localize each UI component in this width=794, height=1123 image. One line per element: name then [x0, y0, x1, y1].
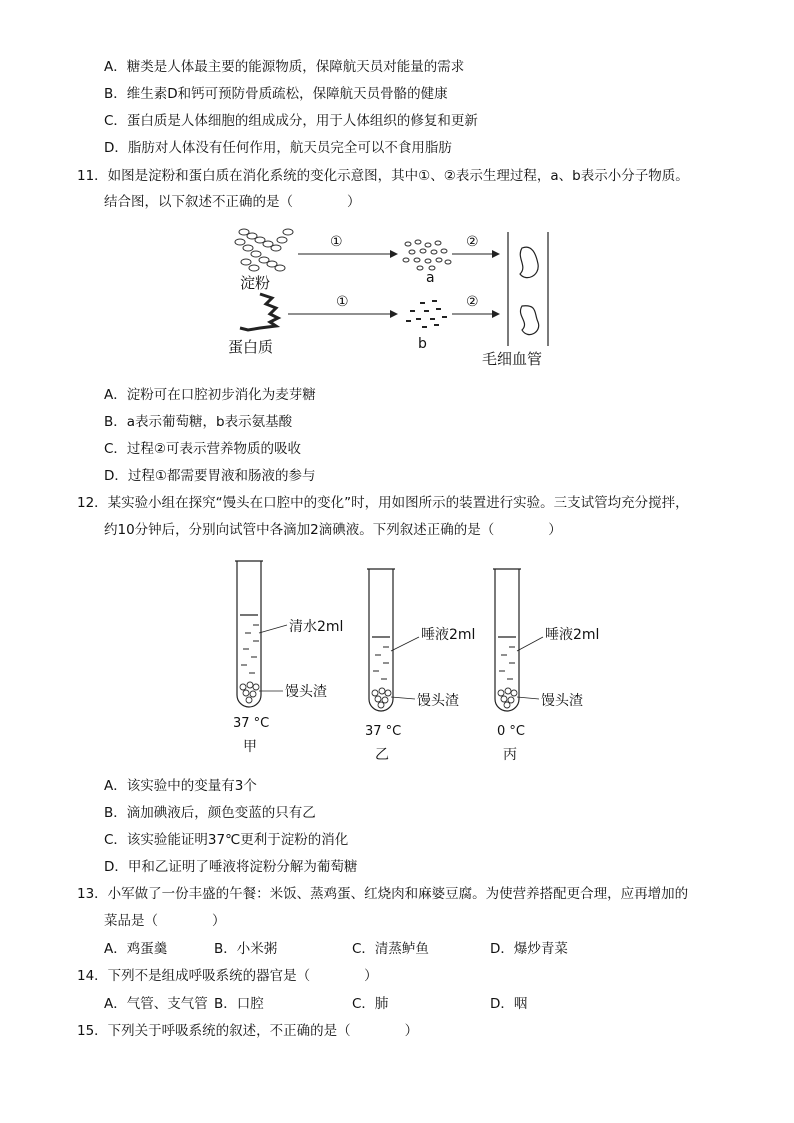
- protein-label: 蛋白质: [228, 338, 274, 356]
- q10-option-a: A．糖类是人体最主要的能源物质，保障航天员对能量的需求: [104, 59, 465, 75]
- q14-option-b: B．口腔: [214, 996, 264, 1012]
- tube-yi-temp: 37 °C: [365, 724, 402, 739]
- q12-stem-line2: 约10分钟后，分别向试管中各滴加2滴碘液。下列叙述正确的是（ ）: [104, 522, 562, 538]
- tube-bing-name: 丙: [503, 747, 517, 763]
- tube-jia-solid-label: 馒头渣: [285, 684, 327, 700]
- q13-stem-line1: 13．小军做了一份丰盛的午餐：米饭、蒸鸡蛋、红烧肉和麻婆豆腐。为使营养搭配更合理，应再增加的: [77, 886, 689, 902]
- tube-jia-bread: [240, 682, 259, 703]
- q11-digestion-figure: [220, 218, 580, 373]
- q14-option-d: D．咽: [490, 996, 528, 1012]
- tube-bing-liquid-label: 唾液2ml: [545, 627, 600, 643]
- tube-yi-liquid-label: 唾液2ml: [421, 627, 476, 643]
- q11-option-a: A．淀粉可在口腔初步消化为麦芽糖: [104, 387, 316, 403]
- q12-option-c: C．该实验能证明37℃更利于淀粉的消化: [104, 832, 349, 848]
- step1-label-protein: ①: [336, 294, 349, 310]
- starch-label: 淀粉: [240, 274, 271, 292]
- tube-jia-liquid-dashes: [241, 625, 259, 673]
- q13-option-c: C．清蒸鲈鱼: [352, 941, 429, 957]
- step2-label-a: ②: [466, 234, 479, 250]
- q11-option-c: C．过程②可表示营养物质的吸收: [104, 441, 302, 457]
- q12-test-tube-figure: [225, 555, 605, 770]
- step2-label-b: ②: [466, 294, 479, 310]
- q12-stem-line1: 12．某实验小组在探究“馒头在口腔中的变化”时，用如图所示的装置进行实验。三支试管均充分搅拌，: [77, 495, 689, 511]
- q12-option-d: D．甲和乙证明了唾液将淀粉分解为葡萄糖: [104, 859, 358, 875]
- tube-bing-solid-label: 馒头渣: [541, 693, 583, 709]
- tube-jia-liquid-label: 清水2ml: [289, 619, 344, 635]
- q11-stem-line1: 11．如图是淀粉和蛋白质在消化系统的变化示意图，其中①、②表示生理过程，a、b表示小分子物质。: [77, 168, 689, 184]
- tube-bing-temp: 0 °C: [497, 724, 525, 739]
- q14-option-a: A．气管、支气管: [104, 996, 208, 1012]
- tube-jia-name: 甲: [243, 739, 257, 755]
- label-b: b: [418, 336, 427, 352]
- starch-chain-drawing: [235, 229, 293, 271]
- q13-stem-line2: 菜品是（ ）: [104, 913, 226, 929]
- q14-option-c: C．肺: [352, 996, 389, 1012]
- q10-option-b: B．维生素D和钙可预防骨质疏松，保障航天员骨骼的健康: [104, 86, 448, 102]
- tube-bing: [493, 569, 521, 711]
- tube-bing-bread: [498, 688, 517, 708]
- capillary-label: 毛细血管: [482, 350, 543, 368]
- small-molecules-a: [403, 240, 451, 270]
- tube-yi: [367, 569, 395, 711]
- tube-bing-liquid-dashes: [499, 647, 515, 679]
- q11-option-d: D．过程①都需要胃液和肠液的参与: [104, 468, 316, 484]
- q12-option-b: B．滴加碘液后，颜色变蓝的只有乙: [104, 805, 316, 821]
- tube-yi-solid-label: 馒头渣: [417, 693, 459, 709]
- q13-option-d: D．爆炒青菜: [490, 941, 568, 957]
- q10-option-c: C．蛋白质是人体细胞的组成成分，用于人体组织的修复和更新: [104, 113, 478, 129]
- tube-jia-temp: 37 °C: [233, 716, 270, 731]
- q14-stem: 14．下列不是组成呼吸系统的器官是（ ）: [77, 968, 378, 984]
- step1-label-starch: ①: [330, 234, 343, 250]
- capillary-drawing: [508, 232, 548, 346]
- tube-yi-name: 乙: [375, 747, 389, 763]
- q11-option-b: B．a表示葡萄糖，b表示氨基酸: [104, 414, 293, 430]
- tube-yi-liquid-dashes: [373, 647, 389, 679]
- tube-yi-bread: [372, 688, 391, 708]
- label-a: a: [426, 270, 435, 286]
- protein-chain-drawing: [240, 294, 278, 330]
- q13-option-b: B．小米粥: [214, 941, 278, 957]
- q10-option-d: D．脂肪对人体没有任何作用，航天员完全可以不食用脂肪: [104, 140, 452, 156]
- q15-stem: 15．下列关于呼吸系统的叙述，不正确的是（ ）: [77, 1023, 419, 1039]
- q13-option-a: A．鸡蛋羹: [104, 941, 168, 957]
- q12-option-a: A．该实验中的变量有3个: [104, 778, 257, 794]
- q11-stem-line2: 结合图，以下叙述不正确的是（ ）: [104, 194, 361, 210]
- small-molecules-b: [406, 300, 447, 328]
